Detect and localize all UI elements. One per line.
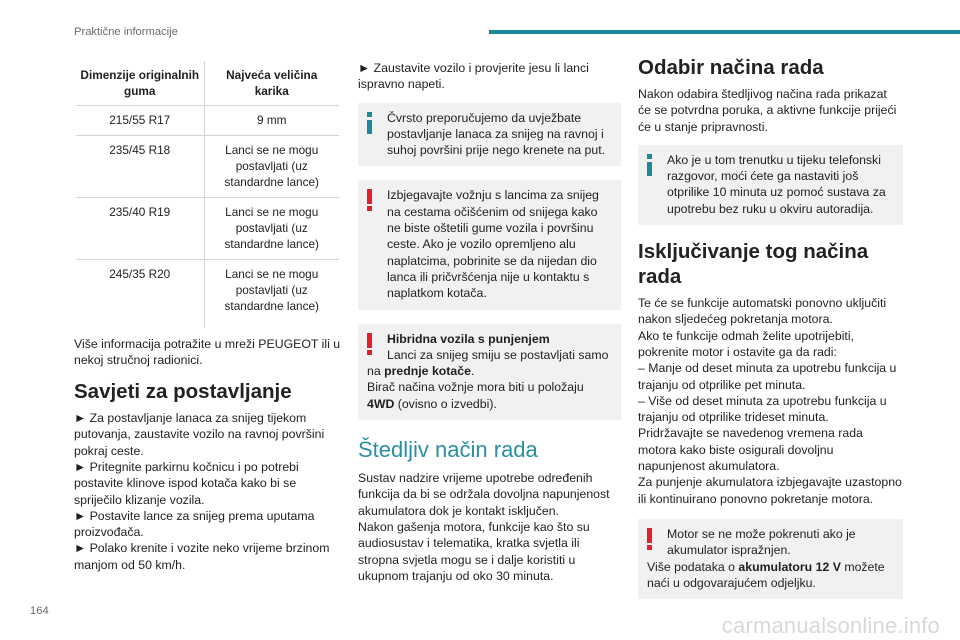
heading-disable-mode: Isključivanje tog načina rada	[638, 240, 869, 289]
note-text: Lanci za snijeg smiju se postavljati samo na	[367, 347, 609, 379]
table-header-link-size: Najveća veličina karika	[204, 61, 339, 106]
note-text-bold: akumulatoru 12 V	[738, 559, 841, 574]
note-text: Više podataka o	[647, 559, 739, 574]
note-text: Birač načina vožnje mora biti u položaju	[367, 380, 584, 395]
body-text: Ako te funkcije odmah želite upotrijebiti, pokrenite motor i ostavite ga da radi:	[638, 328, 854, 359]
body-text: Za punjenje akumulatora izbjegavajte uzastopno ili kontinuirano ponovno pokretanje motora.	[638, 475, 902, 506]
body-text: Te će se funkcije automatski ponovno uključiti nakon sljedećeg pokretanja motora.	[638, 296, 887, 327]
table-row	[76, 136, 339, 198]
warning-icon	[367, 333, 373, 355]
info-note	[358, 103, 621, 167]
warning-icon	[647, 528, 653, 550]
step-item: ► Polako krenite i vozite neko vrijeme brzinom manjom od 50 km/h.	[74, 541, 330, 572]
body-text: Pridržavajte se navedenog vremena rada motora kako biste osigurali dovoljnu napunjenost akumulatora.	[638, 426, 863, 474]
table-row	[76, 260, 339, 328]
table-cell: 215/55 R17	[76, 106, 204, 136]
note-text: .	[470, 364, 475, 379]
body-text: Sustav nadzire vrijeme upotrebe određenih funkcija da bi se održala dovoljna napunjenost akumulatora dok je kontakt isključen.	[358, 471, 610, 518]
section-title: Praktične informacije	[74, 26, 178, 38]
table-cell: Lanci se ne mogu postavljati (uz standardne lance)	[204, 136, 339, 198]
table-cell: Lanci se ne mogu postavljati (uz standardne lance)	[224, 267, 319, 313]
table-row	[76, 198, 339, 260]
info-icon	[367, 112, 372, 134]
watermark: carmanualsonline.info	[721, 612, 940, 638]
column-right	[638, 56, 903, 599]
step-item: ► Pritegnite parkirnu kočnicu i po potrebi postavite klinove ispod kotača kako bi se spriječilo klizanje vozila.	[74, 459, 299, 507]
info-note-text: Ako je u tom trenutku u tijeku telefonski razgovor, moći ćete ga nastaviti još otprilike 10 minuta uz pomoć sustava za upotrebu bez ruku u okviru autoradija.	[667, 152, 886, 216]
tire-chain-table	[76, 61, 339, 328]
table-header-row	[76, 61, 339, 106]
note-text-bold: prednje kotače	[384, 364, 471, 379]
note-text: možete naći u odgovarajućem odjeljku.	[647, 559, 885, 590]
list-item: – Više od deset minuta za upotrebu funkcija u trajanju od otprilike trideset minuta.	[638, 393, 887, 425]
info-icon	[647, 154, 652, 176]
page-number: 164	[30, 605, 49, 617]
more-info-text: Više informacija potražite u mreži PEUGEOT ili u nekoj stručnoj radionici.	[74, 336, 341, 367]
column-middle	[358, 56, 621, 584]
step-item: ► Zaustavite vozilo i provjerite jesu li lanci ispravno napeti.	[358, 61, 589, 92]
column-left	[74, 56, 341, 573]
info-note-text: Čvrsto preporučujemo da uvježbate postavljanje lanaca za snijeg na ravnoj i suhoj površini prije nego krenete na put.	[387, 110, 606, 158]
step-item: ► Postavite lance za snijeg prema uputama proizvođača.	[74, 508, 315, 540]
warning-note	[358, 180, 621, 309]
warning-icon	[367, 189, 373, 211]
heading-fitting-advice: Savjeti za postavljanje	[74, 380, 292, 404]
table-row	[76, 106, 339, 136]
note-text-bold: 4WD	[367, 396, 395, 411]
warning-note-text: Izbjegavajte vožnju s lancima za snijeg na cestama očišćenim od snijega kako ne biste oštetili gume vozila i površinu ceste. Ako je vozilo opremljeno alu naplatcima, pobrinite se da nijedan dio lanca ili pričvršćenja nije u kontaktu s naplatkom kotača.	[387, 188, 599, 301]
info-note	[638, 145, 903, 225]
table-cell: Lanci se ne mogu postavljati (uz standardne lance)	[204, 198, 339, 260]
heading-mode-select: Odabir načina rada	[638, 56, 824, 79]
note-text: (ovisno o izvedbi).	[394, 396, 497, 411]
list-item: – Manje od deset minuta za upotrebu funkcija u trajanju od otprilike pet minuta.	[638, 361, 897, 392]
header-accent-bar	[489, 30, 960, 34]
step-item: ► Za postavljanje lanaca za snijeg tijekom putovanja, zaustavite vozilo na ravnoj površini pokraj ceste.	[74, 411, 325, 458]
body-text: Nakon gašenja motora, funkcije kao što su audiosustav i telematika, kratka svjetla ili stropna svjetla mogu se i dalje koristiti u ukupnom trajanju od oko 30 minuta.	[358, 519, 590, 583]
warning-note-hybrid	[358, 324, 621, 420]
table-cell: 9 mm	[204, 106, 339, 136]
body-text: Nakon odabira štedljivog načina rada prikazat će se potvrdna poruka, a aktivne funkcije prijeći će u stanje pripravnosti.	[638, 87, 897, 134]
heading-economy-mode: Štedljiv način rada	[358, 437, 538, 463]
warning-note-title: Hibridna vozila s punjenjem	[387, 331, 550, 346]
table-cell: 235/45 R18	[76, 136, 204, 198]
table-header-tire-size: Dimenzije originalnih guma	[76, 61, 204, 106]
warning-note-text: Motor se ne može pokrenuti ako je akumulator ispražnjen.	[667, 526, 856, 558]
table-cell: 245/35 R20	[76, 260, 204, 328]
table-cell: 235/40 R19	[76, 198, 204, 260]
warning-note	[638, 519, 903, 599]
